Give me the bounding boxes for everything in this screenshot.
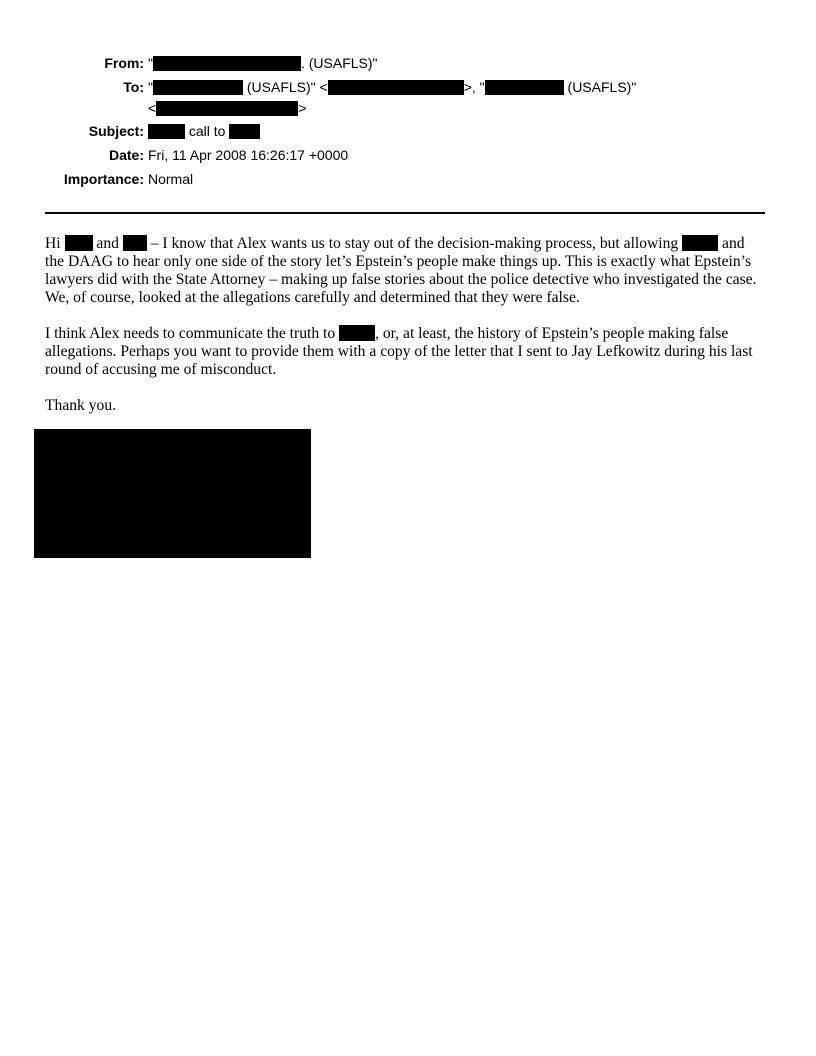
date-label: Date:	[108, 147, 144, 163]
body-text: – I know that Alex wants us to stay out of the decision-making process, but allowing	[146, 235, 683, 252]
body-text: I think Alex needs to communicate the truth to	[45, 325, 340, 342]
redaction-box	[65, 235, 93, 251]
redaction-box	[229, 124, 260, 139]
to-value-part: (USAFLS)" <	[242, 79, 328, 95]
from-label: From:	[104, 55, 144, 71]
redaction-box	[339, 325, 375, 341]
to-label: To:	[123, 79, 144, 95]
date-value: Fri, 11 Apr 2008 16:26:17 +0000	[148, 147, 349, 163]
redaction-box	[123, 235, 147, 251]
redacted-signature-block	[34, 429, 311, 558]
redaction-box	[153, 56, 301, 71]
to-value-part: >, "	[463, 79, 485, 95]
redaction-box	[682, 235, 718, 251]
body-paragraph-1	[45, 235, 767, 307]
to-open-quote: "	[148, 79, 153, 95]
body-paragraph-2	[45, 325, 767, 379]
to-value-part: >	[298, 100, 307, 116]
from-open-quote: "	[148, 55, 153, 71]
header-divider	[45, 212, 765, 214]
body-text: and	[92, 235, 123, 252]
redaction-box	[156, 101, 298, 116]
redaction-box	[153, 80, 243, 95]
redaction-box	[328, 80, 464, 95]
from-value: . (USAFLS)"	[300, 55, 378, 71]
importance-label: Importance:	[63, 171, 144, 187]
body-text: Hi	[45, 235, 65, 252]
to-value-part: <	[148, 100, 157, 116]
body-paragraph-3: Thank you.	[45, 397, 117, 414]
subject-label: Subject:	[88, 123, 144, 139]
redaction-box	[148, 124, 185, 139]
body-text: , or, at least, the history of Epstein’s people making false allegations. Perhaps you want to provide them with a copy of the letter that I sent to Jay Lefkowitz during his last round of accusing me of misconduct.	[45, 325, 753, 378]
to-value-part: (USAFLS)"	[563, 79, 637, 95]
body-text: and the DAAG to hear only one side of the story let’s Epstein’s people make things up. This is exactly what Epstein’s lawyers did with the State Attorney – making up false stories about the police detective who investigated the case. We, of course, looked at the allegations carefully and determined that they were false.	[45, 235, 757, 306]
redaction-box	[485, 80, 564, 95]
importance-value: Normal	[148, 171, 194, 187]
subject-value: call to	[185, 123, 230, 139]
